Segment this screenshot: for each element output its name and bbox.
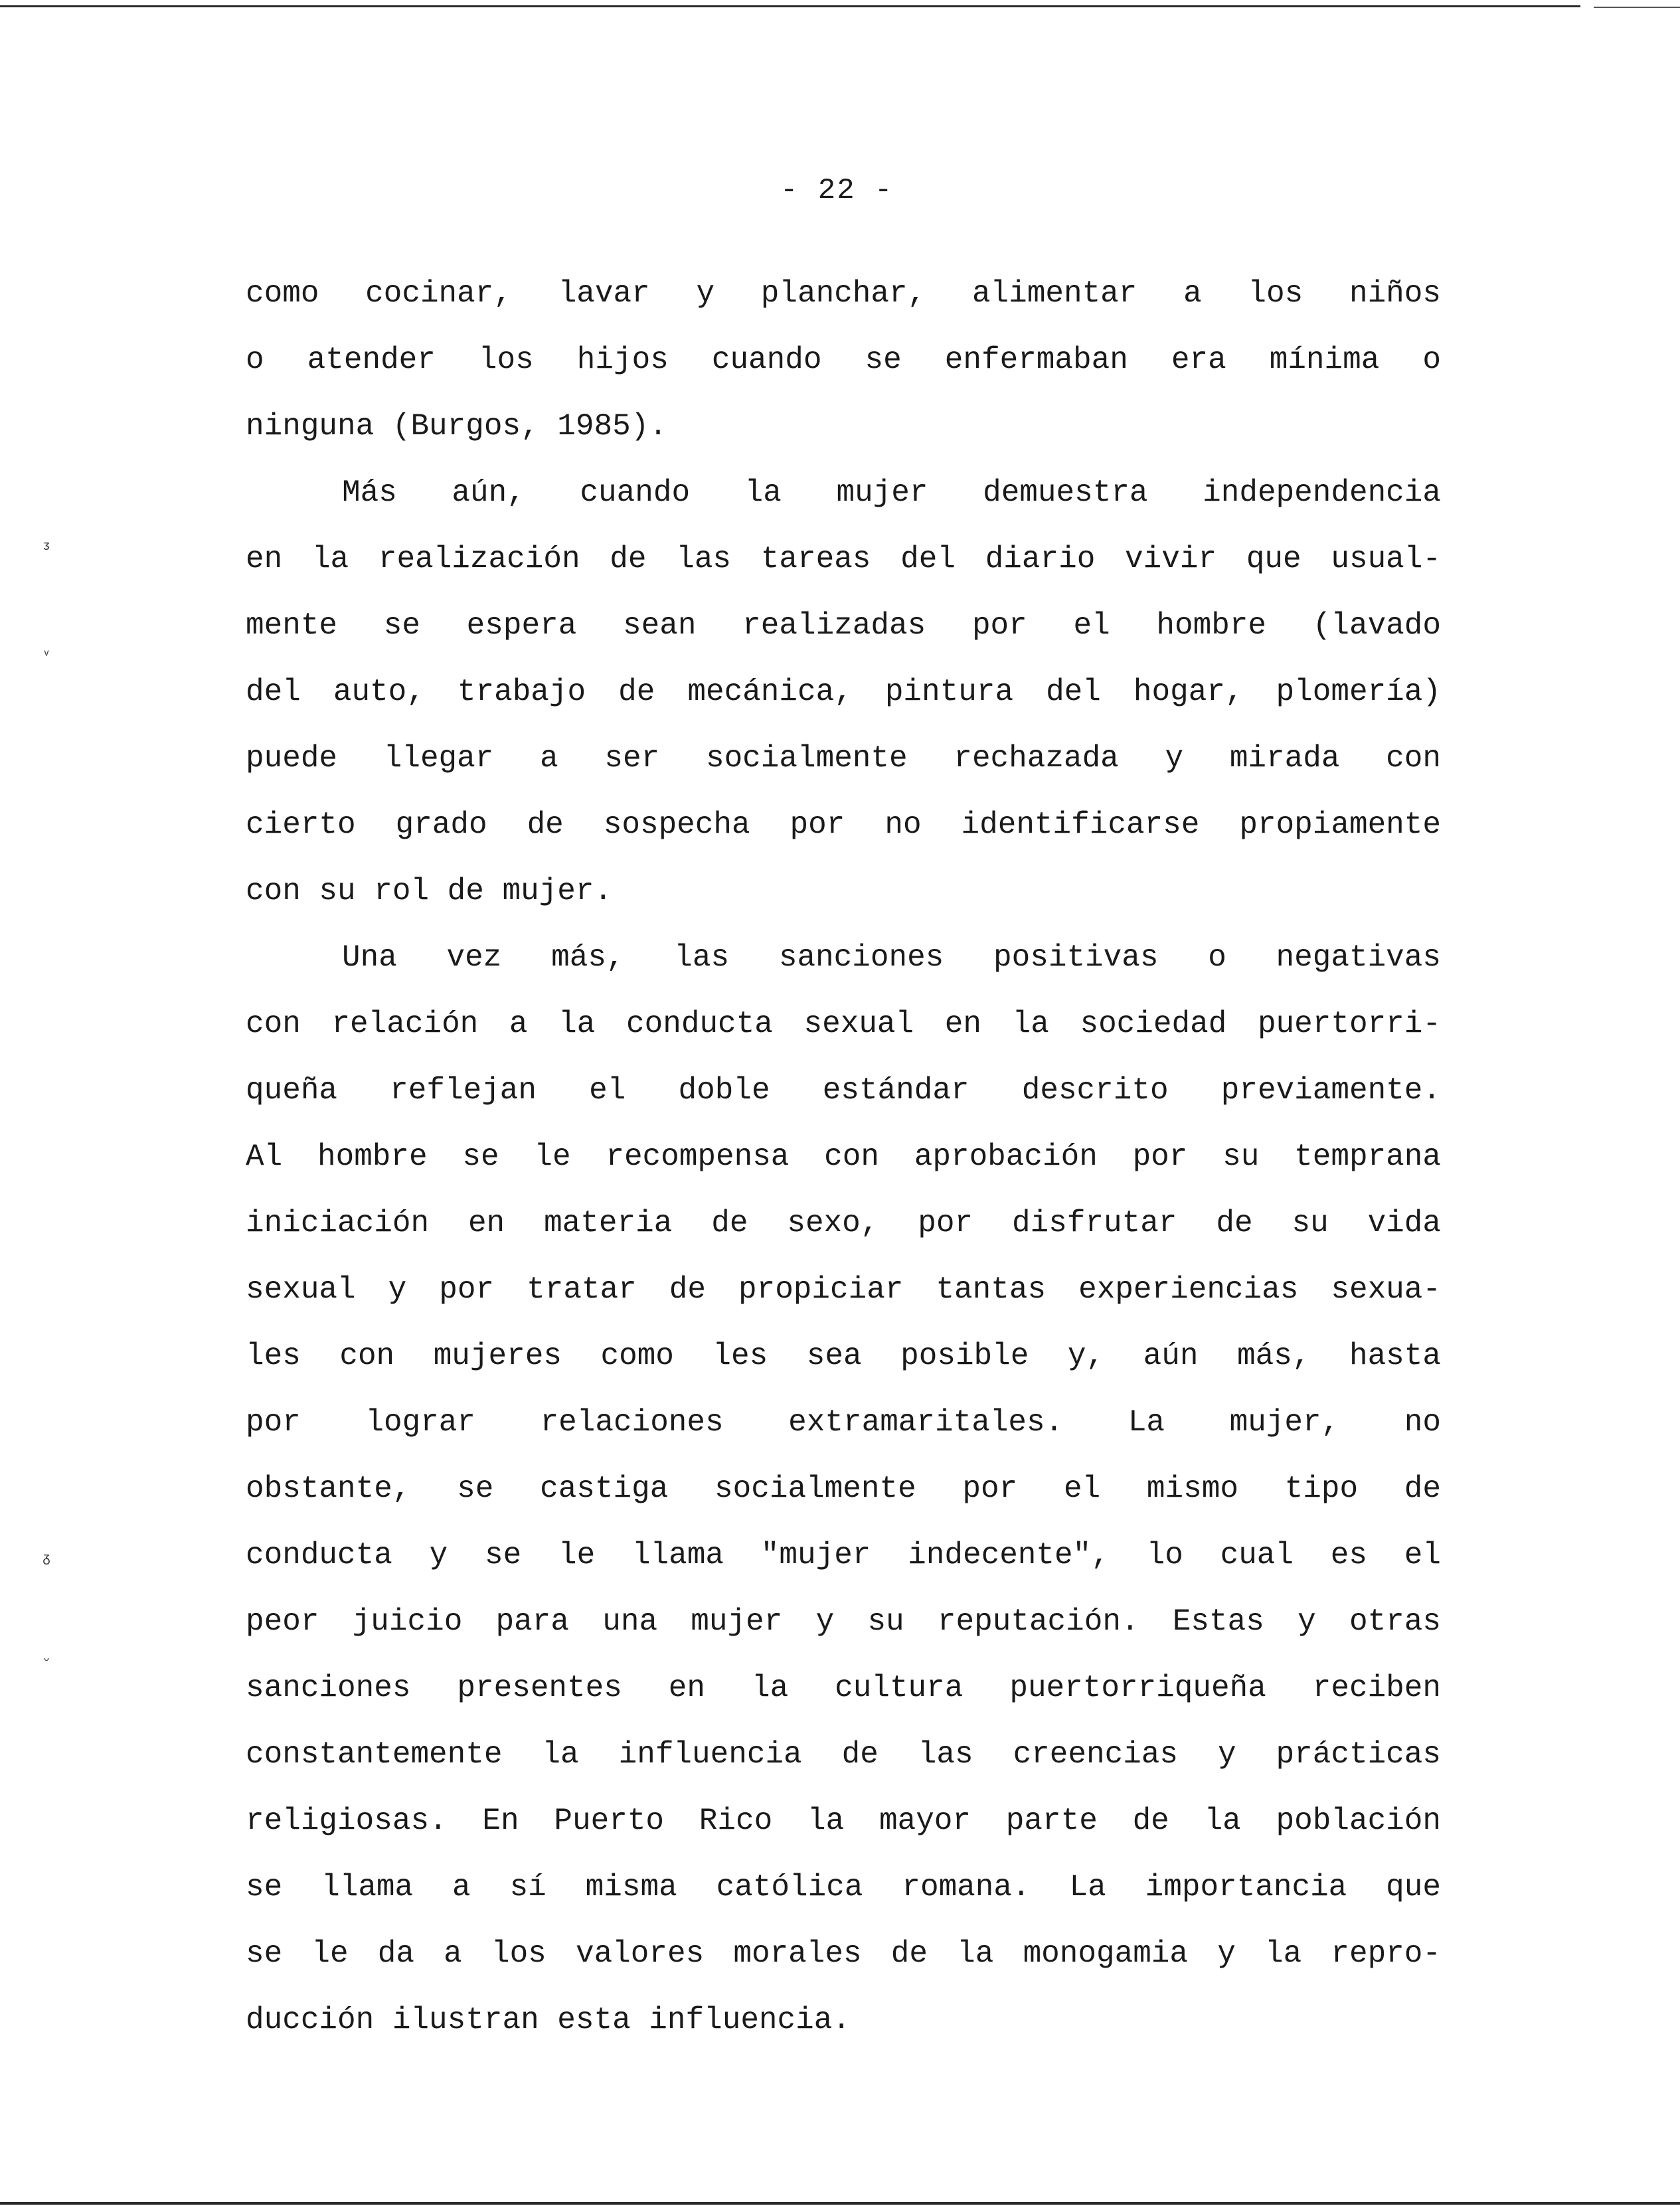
scan-artifact-mark: ᴣ — [42, 539, 51, 554]
text-line: con su rol de mujer. — [246, 874, 613, 908]
paragraph-first-line: Más aún, cuando la mujer demuestra independencia — [342, 475, 1441, 510]
text-line: queña reflejan el doble estándar descrito previamente. — [246, 1073, 1441, 1108]
page-number: - 22 - — [780, 174, 894, 207]
text-line: del auto, trabajo de mecánica, pintura del hogar, plomería) — [246, 675, 1441, 709]
scan-artifact-mark: ᵹ — [42, 1551, 51, 1567]
text-line: iniciación en materia de sexo, por disfrutar de su vida — [246, 1206, 1441, 1240]
scan-artifact-mark: ᵥ — [42, 644, 51, 659]
text-line: con relación a la conducta sexual en la sociedad puertorri- — [246, 1007, 1441, 1041]
text-line: obstante, se castiga socialmente por el mismo tipo de — [246, 1472, 1441, 1506]
text-line: por lograr relaciones extramaritales. La mujer, no — [246, 1405, 1441, 1440]
top-border-line — [0, 5, 1580, 7]
text-line: en la realización de las tareas del diario vivir que usual- — [246, 542, 1441, 576]
text-line: o atender los hijos cuando se enfermaban era mínima o — [246, 343, 1441, 377]
text-line: sanciones presentes en la cultura puertorriqueña reciben — [246, 1671, 1441, 1705]
text-line: les con mujeres como les sea posible y, aún más, hasta — [246, 1339, 1441, 1373]
text-line: puede llegar a ser socialmente rechazada y mirada con — [246, 741, 1441, 776]
bottom-border-line — [0, 2202, 1680, 2205]
text-line: ninguna (Burgos, 1985). — [246, 409, 667, 444]
text-line: se llama a sí misma católica romana. La importancia que — [246, 1870, 1441, 1905]
text-line: se le da a los valores morales de la monogamia y la repro- — [246, 1936, 1441, 1971]
text-line: constantemente la influencia de las creencias y prácticas — [246, 1737, 1441, 1772]
text-line: mente se espera sean realizadas por el hombre (lavado — [246, 608, 1441, 643]
text-line: Al hombre se le recompensa con aprobación por su temprana — [246, 1140, 1441, 1174]
text-line: religiosas. En Puerto Rico la mayor parte de la población — [246, 1804, 1441, 1838]
text-line: cierto grado de sospecha por no identificarse propiamente — [246, 807, 1441, 842]
paragraph-first-line: Una vez más, las sanciones positivas o negativas — [342, 940, 1441, 975]
top-border-tail — [1594, 7, 1680, 8]
text-line: peor juicio para una mujer y su reputación. Estas y otras — [246, 1604, 1441, 1639]
text-line: como cocinar, lavar y planchar, alimentar a los niños — [246, 276, 1441, 311]
scan-artifact-mark: ᵕ — [42, 1654, 51, 1669]
text-line: sexual y por tratar de propiciar tantas experiencias sexua- — [246, 1272, 1441, 1307]
text-line: conducta y se le llama "mujer indecente", lo cual es el — [246, 1538, 1441, 1572]
text-line: ducción ilustran esta influencia. — [246, 2003, 851, 2037]
